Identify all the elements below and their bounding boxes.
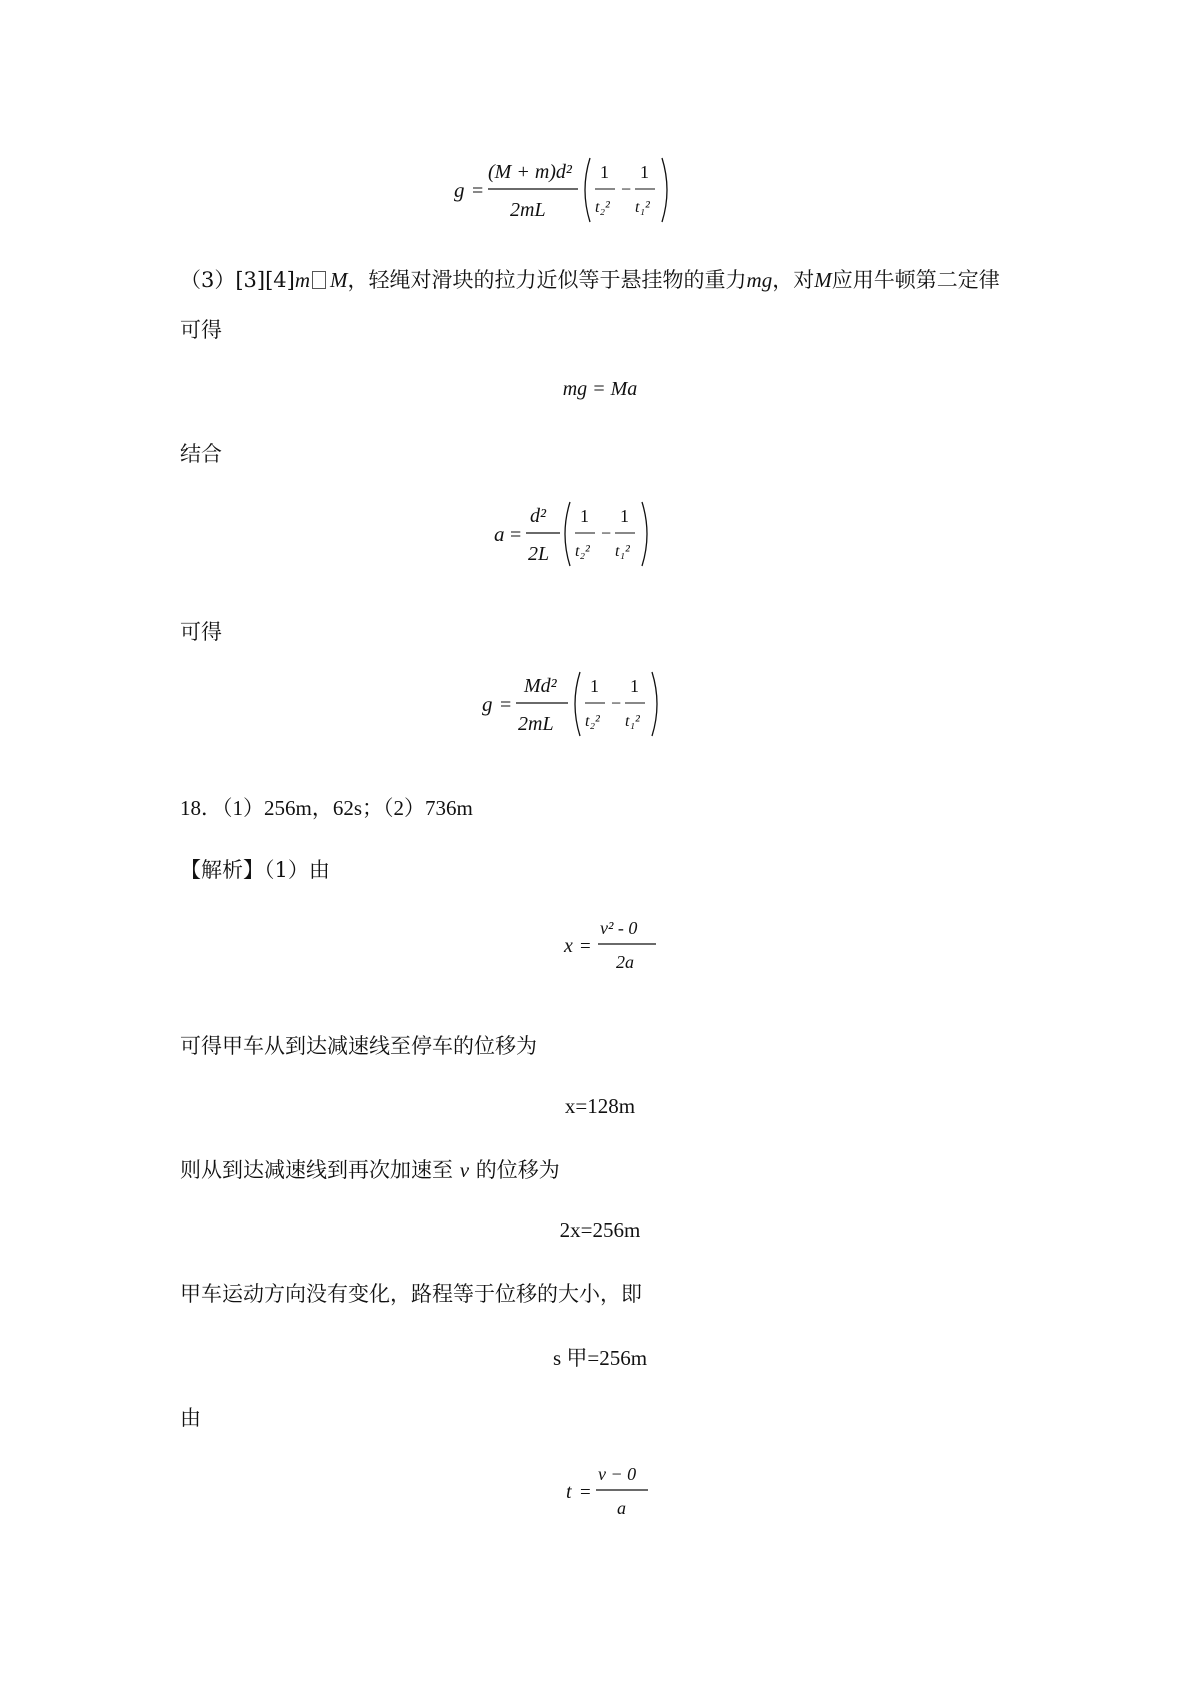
svg-text:t₁²: t₁² [615, 543, 630, 560]
formula-g-full [450, 150, 680, 230]
formula-numerator: (M + m)d² [488, 161, 572, 183]
svg-text:t₂²: t₂² [595, 199, 610, 216]
svg-text:−: − [621, 179, 632, 199]
svg-text:−: − [601, 523, 612, 543]
part3-paragraph-line2: 可得 [180, 318, 222, 342]
much-greater-than-icon [312, 271, 326, 289]
combine-text: 结合 [180, 442, 222, 466]
svg-text:=: = [580, 936, 591, 957]
analysis-label: 【解析】 [180, 858, 264, 882]
equation-x: x=128m [564, 1094, 636, 1118]
svg-text:1: 1 [590, 676, 599, 696]
svg-text:=: = [472, 180, 484, 202]
formula-x [560, 910, 670, 982]
svg-text:=: = [580, 1482, 591, 1503]
svg-text:v − 0: v − 0 [598, 1464, 637, 1484]
equation-s-jia: s 甲=256m [552, 1346, 648, 1370]
svg-text:1: 1 [600, 162, 609, 182]
displacement-intro: 可得甲车从到达减速线至停车的位移为 [180, 1034, 537, 1058]
svg-text:2mL: 2mL [518, 713, 554, 735]
svg-text:v² - 0: v² - 0 [600, 918, 638, 938]
formula-g-approx [478, 664, 678, 744]
svg-text:t₂²: t₂² [575, 543, 590, 560]
svg-text:t₁²: t₁² [625, 713, 640, 730]
reacceleration-text: 则从到达减速线到再次加速至 v 的位移为 [180, 1158, 560, 1182]
svg-text:g: g [482, 692, 493, 716]
svg-text:a: a [617, 1498, 626, 1518]
formula-t [562, 1456, 662, 1528]
svg-text:t: t [566, 1481, 572, 1503]
svg-text:x: x [564, 935, 573, 957]
from-text: 由 [180, 1406, 201, 1430]
q18-answer: 18．（1）256m，62s；（2）736m [180, 796, 473, 820]
svg-text:1: 1 [630, 676, 639, 696]
formula-a [490, 494, 670, 574]
svg-text:1: 1 [580, 506, 589, 526]
svg-text:2a: 2a [616, 952, 634, 972]
equation-mg-ma: mg = Ma [562, 378, 638, 400]
svg-text:Md²: Md² [524, 675, 557, 697]
svg-text:a: a [494, 522, 505, 546]
svg-text:1: 1 [640, 162, 649, 182]
svg-text:=: = [510, 524, 522, 546]
formula-lhs: g [454, 178, 465, 202]
svg-text:=: = [500, 694, 512, 716]
formula-denominator: 2mL [510, 199, 546, 221]
path-text: 甲车运动方向没有变化，路程等于位移的大小，即 [180, 1282, 642, 1306]
svg-text:2L: 2L [528, 543, 550, 565]
svg-text:−: − [611, 693, 622, 713]
equation-2x: 2x=256m [559, 1218, 641, 1242]
analysis-line: 【解析】（1）由 [180, 858, 330, 882]
svg-text:1: 1 [620, 506, 629, 526]
svg-text:t₁²: t₁² [635, 199, 650, 216]
obtain-text: 可得 [180, 620, 222, 644]
svg-text:d²: d² [530, 505, 546, 527]
part3-paragraph: （3）[3][4]m M，轻绳对滑块的拉力近似等于悬挂物的重力mg，对M应用牛顿第二定律 [180, 268, 1000, 292]
svg-text:t₂²: t₂² [585, 713, 600, 730]
